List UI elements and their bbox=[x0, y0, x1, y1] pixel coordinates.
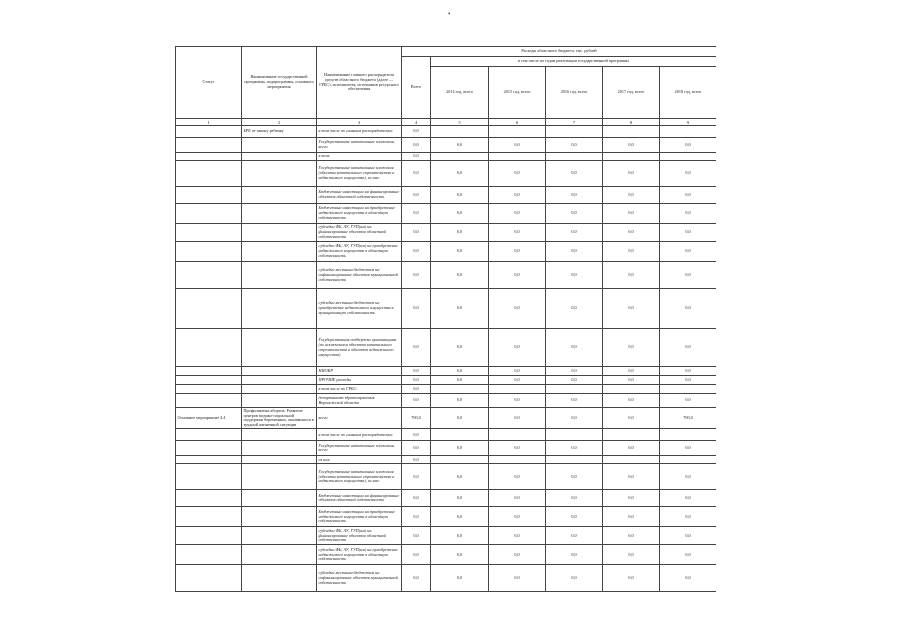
year-value-cell bbox=[660, 126, 717, 138]
program-cell bbox=[242, 441, 317, 456]
year-value-cell: 0,0 bbox=[603, 138, 660, 153]
total-value-cell: 0,0 bbox=[402, 367, 431, 376]
column-number: 7 bbox=[546, 119, 603, 126]
year-value-cell: 0,0 bbox=[431, 289, 489, 329]
status-cell bbox=[176, 376, 242, 385]
status-cell bbox=[176, 490, 242, 507]
table-row bbox=[176, 367, 717, 376]
program-cell bbox=[242, 385, 317, 394]
table-body bbox=[176, 126, 717, 592]
table-header bbox=[176, 47, 717, 126]
recipient-cell: субсидии ФБ, АУ, ГУП(ам) на приобретение недвижимого имущества в областную собственность bbox=[317, 545, 402, 565]
status-cell bbox=[176, 507, 242, 527]
year-value-cell bbox=[431, 385, 489, 394]
year-value-cell: 0,0 bbox=[489, 204, 546, 224]
year-value-cell: 0,0 bbox=[489, 545, 546, 565]
column-number: 9 bbox=[660, 119, 717, 126]
year-value-cell: 0,0 bbox=[489, 289, 546, 329]
year-value-cell: 0,0 bbox=[660, 242, 717, 262]
recipient-cell: Государственная поддержка организациям (за исключением объектов капитального строительства и объектов недвижимого имущества) bbox=[317, 329, 402, 367]
year-value-cell bbox=[431, 456, 489, 464]
year-value-cell bbox=[489, 153, 546, 161]
year-value-cell bbox=[546, 456, 603, 464]
table-row bbox=[176, 456, 717, 464]
program-cell bbox=[242, 456, 317, 464]
status-cell bbox=[176, 394, 242, 408]
header-budget-recipient: Наименование главного распорядителя средств областного бюджета (далее — ГРБС), исполнителя, источников ресурсного обеспечения bbox=[317, 47, 402, 119]
total-value-cell: 0,0 bbox=[402, 161, 431, 187]
status-cell bbox=[176, 126, 242, 138]
table-row bbox=[176, 490, 717, 507]
recipient-cell: в том: bbox=[317, 153, 402, 161]
table-row bbox=[176, 545, 717, 565]
year-value-cell: 0,0 bbox=[431, 204, 489, 224]
year-value-cell: 0,0 bbox=[546, 464, 603, 490]
year-value-cell: 0,0 bbox=[489, 507, 546, 527]
status-cell bbox=[176, 545, 242, 565]
year-value-cell: 0,0 bbox=[431, 408, 489, 429]
year-value-cell: 0,0 bbox=[489, 224, 546, 242]
year-value-cell: 0,0 bbox=[489, 376, 546, 385]
program-cell bbox=[242, 153, 317, 161]
total-value-cell: 0,0 bbox=[402, 262, 431, 289]
recipient-cell: НИОКР bbox=[317, 367, 402, 376]
column-number: 6 bbox=[489, 119, 546, 126]
total-value-cell: 0,0 bbox=[402, 464, 431, 490]
year-value-cell: 0,0 bbox=[431, 545, 489, 565]
year-value-cell: 0,0 bbox=[603, 367, 660, 376]
recipient-cell: Бюджетные инвестиции на финансирование объектов областной собственности bbox=[317, 490, 402, 507]
status-cell bbox=[176, 429, 242, 441]
total-value-cell: 0,0 bbox=[402, 242, 431, 262]
status-cell bbox=[176, 565, 242, 592]
table-row bbox=[176, 153, 717, 161]
program-cell bbox=[242, 429, 317, 441]
year-value-cell: 0,0 bbox=[546, 376, 603, 385]
status-cell bbox=[176, 385, 242, 394]
header-including-years: в том числе по годам реализации государственной программы bbox=[431, 57, 717, 67]
table-row bbox=[176, 329, 717, 367]
header-expenses-group: Расходы областного бюджета, тыс. рублей bbox=[402, 47, 717, 57]
year-value-cell: 0,0 bbox=[489, 565, 546, 592]
program-cell bbox=[242, 565, 317, 592]
total-value-cell: 0,0 bbox=[402, 545, 431, 565]
year-value-cell: 0,0 bbox=[489, 187, 546, 204]
program-cell bbox=[242, 242, 317, 262]
program-cell bbox=[242, 224, 317, 242]
program-cell bbox=[242, 464, 317, 490]
year-value-cell: 0,0 bbox=[489, 262, 546, 289]
year-value-cell: 0,0 bbox=[431, 441, 489, 456]
year-value-cell: 0,0 bbox=[431, 565, 489, 592]
year-value-cell: 0,0 bbox=[603, 242, 660, 262]
table-row bbox=[176, 138, 717, 153]
year-value-cell bbox=[431, 429, 489, 441]
year-value-cell: 0,0 bbox=[489, 464, 546, 490]
table-row bbox=[176, 507, 717, 527]
year-value-cell: 0,0 bbox=[489, 242, 546, 262]
total-value-cell: 0,0 bbox=[402, 385, 431, 394]
total-value-cell: 0,0 bbox=[402, 441, 431, 456]
year-value-cell: 0,0 bbox=[546, 507, 603, 527]
year-value-cell: 0,0 bbox=[660, 161, 717, 187]
status-cell bbox=[176, 329, 242, 367]
total-value-cell: 0,0 bbox=[402, 490, 431, 507]
year-value-cell: 0,0 bbox=[489, 527, 546, 545]
total-value-cell: 0,0 bbox=[402, 565, 431, 592]
recipient-cell: ПРОЧИЕ расходы bbox=[317, 376, 402, 385]
year-value-cell: 0,0 bbox=[431, 507, 489, 527]
header-total: Всего bbox=[402, 57, 431, 119]
year-value-cell: 0,0 bbox=[431, 329, 489, 367]
year-value-cell: 0,0 bbox=[431, 527, 489, 545]
total-value-cell: 0,0 bbox=[402, 456, 431, 464]
program-cell bbox=[242, 187, 317, 204]
column-numbers-row bbox=[176, 119, 717, 126]
column-number: 5 bbox=[431, 119, 489, 126]
program-cell bbox=[242, 329, 317, 367]
table-row bbox=[176, 408, 717, 429]
year-value-cell bbox=[489, 456, 546, 464]
year-value-cell: 0,0 bbox=[489, 367, 546, 376]
status-cell: Основное мероприятие 4.4 bbox=[176, 408, 242, 429]
recipient-cell: Государственные капитальные вложения (объекты капитального строительства и недвижимого имущества), из них: bbox=[317, 464, 402, 490]
year-value-cell: 0,0 bbox=[489, 329, 546, 367]
year-value-cell: 0,0 bbox=[660, 545, 717, 565]
recipient-cell: в том числе по ГРБС: bbox=[317, 385, 402, 394]
year-value-cell: 0,0 bbox=[546, 242, 603, 262]
year-value-cell: 0,0 bbox=[603, 507, 660, 527]
year-value-cell: 0,0 bbox=[546, 527, 603, 545]
year-value-cell bbox=[660, 153, 717, 161]
year-value-cell: 0,0 bbox=[546, 329, 603, 367]
column-number: 8 bbox=[603, 119, 660, 126]
header-year: 2015 год, всего bbox=[489, 67, 546, 119]
header-program-name: Наименование государственной программы, подпрограммы, основного мероприятия bbox=[242, 47, 317, 119]
year-value-cell: 0,0 bbox=[603, 527, 660, 545]
program-cell: БРЕ от закону ребенку bbox=[242, 126, 317, 138]
table-row bbox=[176, 565, 717, 592]
year-value-cell bbox=[546, 429, 603, 441]
year-value-cell: 0,0 bbox=[603, 187, 660, 204]
program-cell bbox=[242, 545, 317, 565]
year-value-cell: 0,0 bbox=[660, 367, 717, 376]
header-year: 2014 год, всего bbox=[431, 67, 489, 119]
status-cell bbox=[176, 224, 242, 242]
year-value-cell bbox=[489, 126, 546, 138]
recipient-cell: департамент здравоохранения Воронежской области bbox=[317, 394, 402, 408]
total-value-cell: 0,0 bbox=[402, 289, 431, 329]
status-cell bbox=[176, 464, 242, 490]
recipient-cell: Государственные капитальные вложения, всего bbox=[317, 441, 402, 456]
table-row bbox=[176, 429, 717, 441]
recipient-cell: Бюджетные инвестиции на приобретение недвижимого имущества в областную собственность bbox=[317, 507, 402, 527]
budget-table bbox=[175, 46, 716, 592]
program-cell bbox=[242, 507, 317, 527]
program-cell bbox=[242, 138, 317, 153]
total-value-cell: 0,0 bbox=[402, 394, 431, 408]
recipient-cell: субсидии ФБ, АУ, ГУП(ам) на приобретение недвижимого имущества в областную собственность bbox=[317, 242, 402, 262]
header-year: 2017 год, всего bbox=[603, 67, 660, 119]
program-cell bbox=[242, 367, 317, 376]
column-number: 2 bbox=[242, 119, 317, 126]
header-status: Статус bbox=[176, 47, 242, 119]
year-value-cell: 0,0 bbox=[660, 138, 717, 153]
year-value-cell: 0,0 bbox=[546, 224, 603, 242]
year-value-cell bbox=[489, 385, 546, 394]
recipient-cell: Бюджетные инвестиции на финансирование объектов областной собственности bbox=[317, 187, 402, 204]
year-value-cell: 0,0 bbox=[546, 187, 603, 204]
column-number: 4 bbox=[402, 119, 431, 126]
year-value-cell bbox=[546, 385, 603, 394]
budget-table-document bbox=[175, 46, 716, 606]
year-value-cell: 0,0 bbox=[603, 289, 660, 329]
table-row bbox=[176, 376, 717, 385]
program-cell bbox=[242, 161, 317, 187]
table-row bbox=[176, 289, 717, 329]
recipient-cell: в том числе по главным распорядителям: bbox=[317, 429, 402, 441]
year-value-cell: 0,0 bbox=[546, 490, 603, 507]
total-value-cell: 0,0 bbox=[402, 153, 431, 161]
year-value-cell: 0,0 bbox=[603, 329, 660, 367]
column-number: 1 bbox=[176, 119, 242, 126]
year-value-cell: 0,0 bbox=[660, 204, 717, 224]
header-year: 2016 год, всего bbox=[546, 67, 603, 119]
table-row bbox=[176, 126, 717, 138]
status-cell bbox=[176, 138, 242, 153]
year-value-cell bbox=[603, 385, 660, 394]
year-value-cell: 0,0 bbox=[546, 262, 603, 289]
year-value-cell: 0,0 bbox=[660, 527, 717, 545]
status-cell bbox=[176, 456, 242, 464]
year-value-cell: 0,0 bbox=[431, 394, 489, 408]
status-cell bbox=[176, 289, 242, 329]
recipient-cell: субсидии ФБ, АУ, ГУП(ам) на финансирование объектов областной собственности bbox=[317, 527, 402, 545]
program-cell bbox=[242, 394, 317, 408]
year-value-cell bbox=[603, 126, 660, 138]
total-value-cell: 0,0 bbox=[402, 429, 431, 441]
page-mark: • bbox=[448, 10, 451, 18]
program-cell: Профилактика абортов. Развитие центров медико-социальной поддержки беременных, оказавшихся в трудной жизненной ситуации bbox=[242, 408, 317, 429]
header-year: 2018 год, всего bbox=[660, 67, 717, 119]
year-value-cell: 0,0 bbox=[489, 394, 546, 408]
year-value-cell: 0,0 bbox=[660, 224, 717, 242]
recipient-cell: субсидии ФБ, АУ, ГУП(ам) на финансирование объектов областной собственности bbox=[317, 224, 402, 242]
year-value-cell: 0,0 bbox=[660, 464, 717, 490]
year-value-cell: 0,0 bbox=[431, 138, 489, 153]
table-row bbox=[176, 224, 717, 242]
year-value-cell: 0,0 bbox=[603, 204, 660, 224]
recipient-cell: Государственные капитальные вложения (объекты капитального строительства и недвижимого имущества), из них: bbox=[317, 161, 402, 187]
total-value-cell: 0,0 bbox=[402, 376, 431, 385]
table-row bbox=[176, 242, 717, 262]
year-value-cell: 0,0 bbox=[660, 376, 717, 385]
program-cell bbox=[242, 376, 317, 385]
year-value-cell: 0,0 bbox=[489, 138, 546, 153]
year-value-cell: 0,0 bbox=[546, 394, 603, 408]
year-value-cell bbox=[603, 153, 660, 161]
year-value-cell: 0,0 bbox=[546, 367, 603, 376]
year-value-cell: 0,0 bbox=[431, 262, 489, 289]
year-value-cell bbox=[660, 456, 717, 464]
year-value-cell bbox=[660, 429, 717, 441]
year-value-cell: 0,0 bbox=[603, 376, 660, 385]
year-value-cell: 0,0 bbox=[546, 138, 603, 153]
year-value-cell: 0,0 bbox=[431, 161, 489, 187]
year-value-cell: 0,0 bbox=[431, 224, 489, 242]
column-number: 3 bbox=[317, 119, 402, 126]
year-value-cell: 0,0 bbox=[603, 464, 660, 490]
program-cell bbox=[242, 262, 317, 289]
status-cell bbox=[176, 527, 242, 545]
status-cell bbox=[176, 187, 242, 204]
year-value-cell: 0,0 bbox=[603, 224, 660, 242]
year-value-cell bbox=[603, 429, 660, 441]
year-value-cell: 0,0 bbox=[603, 441, 660, 456]
year-value-cell: 0,0 bbox=[489, 161, 546, 187]
year-value-cell bbox=[489, 429, 546, 441]
total-value-cell: 0,0 bbox=[402, 507, 431, 527]
table-row bbox=[176, 527, 717, 545]
year-value-cell: 0,0 bbox=[431, 367, 489, 376]
total-value-cell: 0,0 bbox=[402, 224, 431, 242]
status-cell bbox=[176, 242, 242, 262]
year-value-cell: 0,0 bbox=[660, 187, 717, 204]
year-value-cell bbox=[603, 456, 660, 464]
year-value-cell: 0,0 bbox=[546, 289, 603, 329]
year-value-cell bbox=[546, 126, 603, 138]
year-value-cell: 0,0 bbox=[546, 545, 603, 565]
year-value-cell: 0,0 bbox=[603, 490, 660, 507]
year-value-cell: 0,0 bbox=[431, 376, 489, 385]
recipient-cell: в том числе по главным распорядителям: bbox=[317, 126, 402, 138]
recipient-cell: Государственные капитальные вложения, всего bbox=[317, 138, 402, 153]
total-value-cell: 0,0 bbox=[402, 329, 431, 367]
recipient-cell: субсидии местным бюджетам на софинансирование объектов муниципальной собственности bbox=[317, 565, 402, 592]
year-value-cell: 0,0 bbox=[546, 565, 603, 592]
table-row bbox=[176, 441, 717, 456]
program-cell bbox=[242, 289, 317, 329]
year-value-cell: 0,0 bbox=[546, 408, 603, 429]
table-row bbox=[176, 204, 717, 224]
year-value-cell: 0,0 bbox=[660, 441, 717, 456]
status-cell bbox=[176, 204, 242, 224]
recipient-cell: субсидии местным бюджетам на софинансирование объектов муниципальной собственности bbox=[317, 262, 402, 289]
year-value-cell: 0,0 bbox=[489, 490, 546, 507]
year-value-cell: 0,0 bbox=[660, 507, 717, 527]
table-row bbox=[176, 394, 717, 408]
total-value-cell: 0,0 bbox=[402, 527, 431, 545]
year-value-cell bbox=[431, 153, 489, 161]
total-value-cell: 700,0 bbox=[402, 408, 431, 429]
status-cell bbox=[176, 153, 242, 161]
year-value-cell bbox=[546, 153, 603, 161]
table-row bbox=[176, 385, 717, 394]
year-value-cell: 0,0 bbox=[546, 204, 603, 224]
year-value-cell: 0,0 bbox=[489, 441, 546, 456]
total-value-cell: 0,0 bbox=[402, 204, 431, 224]
year-value-cell: 0,0 bbox=[431, 242, 489, 262]
year-value-cell: 0,0 bbox=[660, 289, 717, 329]
year-value-cell: 0,0 bbox=[660, 490, 717, 507]
recipient-cell: Бюджетные инвестиции на приобретение недвижимого имущества в областную собственность bbox=[317, 204, 402, 224]
year-value-cell: 0,0 bbox=[546, 161, 603, 187]
table-row bbox=[176, 161, 717, 187]
status-cell bbox=[176, 441, 242, 456]
recipient-cell: всего bbox=[317, 408, 402, 429]
program-cell bbox=[242, 527, 317, 545]
year-value-cell: 0,0 bbox=[546, 441, 603, 456]
table-row bbox=[176, 262, 717, 289]
status-cell bbox=[176, 262, 242, 289]
year-value-cell: 0,0 bbox=[603, 565, 660, 592]
year-value-cell: 0,0 bbox=[603, 262, 660, 289]
year-value-cell: 0,0 bbox=[603, 394, 660, 408]
status-cell bbox=[176, 367, 242, 376]
year-value-cell: 0,0 bbox=[660, 394, 717, 408]
table-row bbox=[176, 187, 717, 204]
year-value-cell: 0,0 bbox=[660, 329, 717, 367]
total-value-cell: 0,0 bbox=[402, 126, 431, 138]
total-value-cell: 0,0 bbox=[402, 187, 431, 204]
year-value-cell: 0,0 bbox=[431, 187, 489, 204]
year-value-cell: 700,0 bbox=[660, 408, 717, 429]
table-row bbox=[176, 464, 717, 490]
status-cell bbox=[176, 161, 242, 187]
year-value-cell: 0,0 bbox=[660, 565, 717, 592]
program-cell bbox=[242, 204, 317, 224]
year-value-cell: 0,0 bbox=[431, 490, 489, 507]
total-value-cell: 0,0 bbox=[402, 138, 431, 153]
year-value-cell bbox=[660, 385, 717, 394]
recipient-cell: субсидии местным бюджетам на приобретение недвижимого имущества в муниципальную собственность bbox=[317, 289, 402, 329]
year-value-cell: 0,0 bbox=[489, 408, 546, 429]
recipient-cell: из них: bbox=[317, 456, 402, 464]
year-value-cell: 0,0 bbox=[603, 408, 660, 429]
year-value-cell: 0,0 bbox=[603, 161, 660, 187]
year-value-cell: 0,0 bbox=[603, 545, 660, 565]
year-value-cell: 0,0 bbox=[660, 262, 717, 289]
year-value-cell: 0,0 bbox=[431, 464, 489, 490]
program-cell bbox=[242, 490, 317, 507]
year-value-cell bbox=[431, 126, 489, 138]
